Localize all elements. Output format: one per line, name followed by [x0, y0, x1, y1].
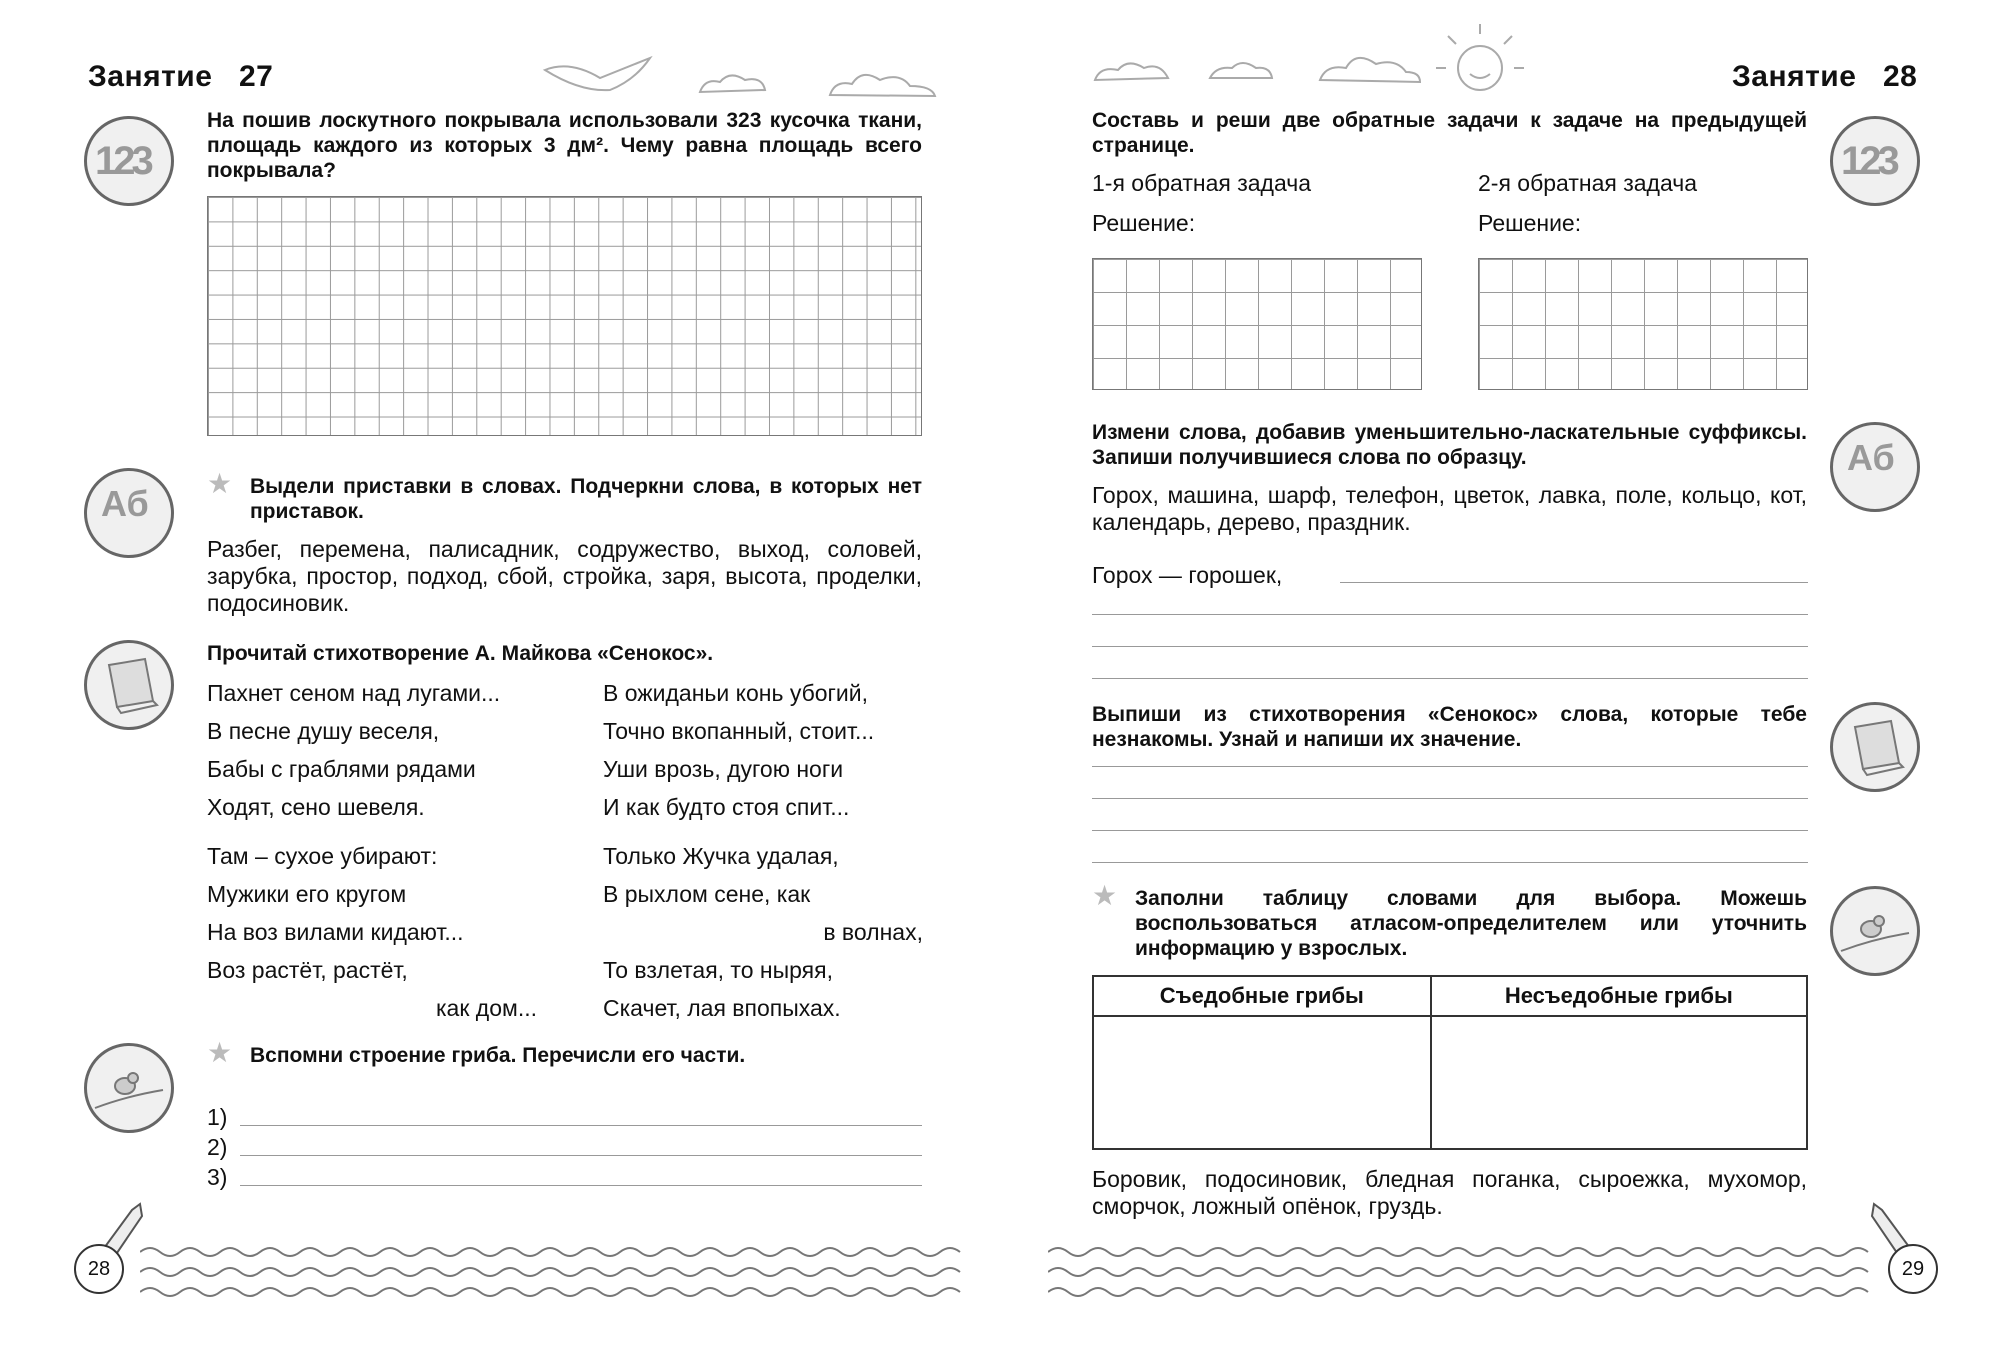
task-suffix: Измени слова, добавив уменьшительно-ласкательные суффиксы. Запиши получившиеся слова по образцу. [1092, 421, 1807, 469]
table-header-edible: Съедобные грибы [1093, 976, 1431, 1016]
mushroom-words: Боровик, подосиновик, бледная поганка, сыроежка, мухомор, сморчок, ложный опёнок, груздь. [1092, 1166, 1807, 1219]
poem-left-stanza-2 [207, 843, 537, 1033]
suffix-example: Горох — горошек, [1092, 562, 1283, 588]
mushroom-table [1092, 975, 1808, 1150]
poem-line: То взлетая, то ныряя, [603, 957, 833, 983]
book-icon [87, 643, 171, 727]
answer-line[interactable] [1092, 766, 1808, 767]
answer-line[interactable] [1092, 678, 1808, 679]
task-inverse: Составь и реши две обратные задачи к задаче на предыдущей странице. [1092, 109, 1807, 157]
task-math: На пошив лоскутного покрывала использовали 323 кусочка ткани, площадь каждого из которых 3 дм². Чему равна площадь всего покрывала? [207, 109, 922, 182]
poem-line: Бабы с граблями рядами [207, 756, 476, 782]
prefix-words: Разбег, перемена, палисадник, содружество, выход, соловей, зарубка, простор, подход, сбой, стройка, заря, высота, проделки, подосиновик. [207, 536, 922, 616]
answer-line[interactable] [1092, 614, 1808, 615]
task-mushroom: Вспомни строение гриба. Перечисли его части. [250, 1044, 746, 1067]
cloud-icon [1320, 58, 1420, 82]
letters-icon-label: Аб [1847, 437, 1895, 478]
cloud-icon [830, 75, 935, 96]
book-icon [1833, 705, 1917, 789]
poem-left-stanza-1 [207, 680, 500, 832]
math-section-icon [1830, 116, 1920, 206]
math-section-icon [84, 116, 174, 206]
poem-line: в волнах, [823, 919, 923, 945]
answer-line-1[interactable] [240, 1125, 922, 1126]
sun-icon [1436, 24, 1524, 90]
language-section-icon [84, 468, 174, 558]
star-icon: ★ [1092, 880, 1118, 911]
poem-line: В песне душу веселя, [207, 718, 440, 744]
bird-icon [545, 58, 650, 90]
task-table: Заполни таблицу словами для выбора. Можешь воспользоваться атласом-определителем или уточнить информацию у взрослых. [1135, 887, 1807, 960]
task-unknown-words: Выпиши из стихотворения «Сенокос» слова, которые тебе незнакомы. Узнай и напиши их значение. [1092, 703, 1807, 751]
poem-line: На воз вилами кидают... [207, 919, 464, 945]
solution-label-2: Решение: [1478, 210, 1582, 236]
poem-line: Уши врозь, дугою ноги [603, 756, 844, 782]
page-number-left: 28 [74, 1244, 124, 1294]
cloud-icon [1210, 63, 1272, 78]
poem-line: как дом... [435, 995, 537, 1021]
poem-line: Ходят, сено шевеля. [207, 794, 425, 820]
math-icon-label: 123 [1841, 139, 1896, 183]
poem-line: Там – сухое убирают: [207, 843, 438, 869]
nature-section-icon [84, 1043, 174, 1133]
answer-line-2[interactable] [240, 1155, 922, 1156]
clouds-sun-decoration [1090, 20, 1550, 110]
answer-line[interactable] [1092, 830, 1808, 831]
poem-line: Мужики его кругом [207, 881, 407, 907]
lesson-number: 27 [238, 60, 274, 93]
poem-line: Пахнет сеном над лугами... [207, 680, 501, 706]
lesson-label: Занятие [1732, 60, 1857, 93]
answer-label-1: 1) [207, 1104, 228, 1130]
reading-section-icon [84, 640, 174, 730]
bird-icon [1833, 889, 1917, 973]
poem-line: Только Жучка удалая, [603, 843, 839, 869]
answer-grid-math[interactable] [207, 196, 922, 436]
wave-decoration [140, 1242, 970, 1302]
poem-line: В рыхлом сене, как [603, 881, 811, 907]
answer-label-3: 3) [207, 1164, 228, 1190]
inverse-task-2-label: 2-я обратная задача [1478, 170, 1698, 196]
star-icon: ★ [207, 468, 233, 499]
lesson-label: Занятие [88, 60, 213, 93]
poem-line: И как будто стоя спит... [603, 794, 850, 820]
bird-clouds-decoration [540, 50, 960, 110]
lesson-title-left [88, 60, 273, 94]
poem-line: Точно вкопанный, стоит... [603, 718, 875, 744]
answer-line[interactable] [1092, 862, 1808, 863]
reading-section-icon [1830, 702, 1920, 792]
star-icon: ★ [207, 1037, 233, 1068]
answer-line-3[interactable] [240, 1185, 922, 1186]
answer-line[interactable] [1092, 646, 1808, 647]
page-number-right: 29 [1888, 1244, 1938, 1294]
table-header-inedible: Несъедобные грибы [1431, 976, 1807, 1016]
lesson-title-right [1732, 60, 1917, 94]
poem-right-stanza-2 [603, 843, 923, 1033]
answer-line[interactable] [1092, 798, 1808, 799]
answer-label-2: 2) [207, 1134, 228, 1160]
letters-icon-label: Аб [101, 483, 149, 524]
task-prefix: Выдели приставки в словах. Подчеркни слова, в которых нет приставок. [250, 475, 922, 523]
suffix-words: Горох, машина, шарф, телефон, цветок, лавка, поле, кольцо, кот, календарь, дерево, праздник. [1092, 482, 1807, 535]
language-section-icon [1830, 422, 1920, 512]
task-poem: Прочитай стихотворение А. Майкова «Сенокос». [207, 642, 714, 665]
poem-line: Скачет, лая впопыхах. [603, 995, 841, 1021]
solution-label-1: Решение: [1092, 210, 1196, 236]
wave-decoration [1048, 1242, 1878, 1302]
answer-grid-inverse-1[interactable] [1092, 258, 1422, 390]
answer-line[interactable] [1340, 582, 1808, 583]
cloud-icon [1095, 63, 1168, 80]
inverse-task-1-label: 1-я обратная задача [1092, 170, 1312, 196]
poem-line: Воз растёт, растёт, [207, 957, 408, 983]
poem-right-stanza-1 [603, 680, 874, 832]
lesson-number: 28 [1882, 60, 1918, 93]
table-cell-inedible[interactable] [1431, 1016, 1807, 1149]
answer-grid-inverse-2[interactable] [1478, 258, 1808, 390]
cloud-icon [700, 75, 765, 92]
bird-icon [87, 1046, 171, 1130]
poem-line: В ожиданьи конь убогий, [603, 680, 869, 706]
nature-section-icon [1830, 886, 1920, 976]
table-cell-edible[interactable] [1093, 1016, 1431, 1149]
math-icon-label: 123 [95, 139, 150, 183]
